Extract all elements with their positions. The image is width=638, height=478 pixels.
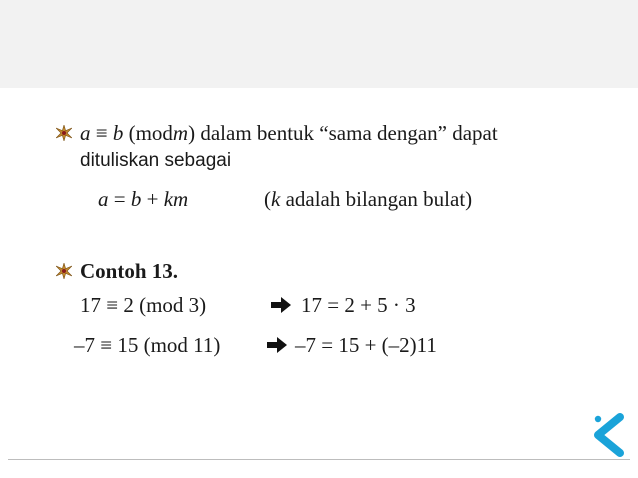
formula-note: [264, 186, 472, 212]
var-a: a: [80, 121, 91, 145]
example-1-lhs: 17 ≡ 2 (mod 3): [80, 293, 207, 317]
formula-eq: =: [113, 187, 126, 211]
mod-close: ): [188, 121, 196, 145]
footer-divider: [8, 459, 630, 460]
var-m: m: [172, 121, 189, 145]
note-rest: adalah bilangan bulat): [285, 187, 473, 211]
note-k: k: [271, 187, 281, 211]
formula-plus: +: [146, 187, 159, 211]
header-band: [0, 0, 638, 88]
right-arrow-icon: [270, 296, 292, 314]
mod-open: (mod: [128, 121, 173, 145]
example-2-rhs: –7 = 15 + (–2)11: [295, 333, 437, 357]
example-2-lhs: –7 ≡ 15 (mod 11): [74, 333, 221, 357]
example-title: Contoh 13.: [80, 259, 179, 283]
formula-a: a: [98, 187, 109, 211]
bullet-1-line-1: [80, 120, 498, 146]
formula-line: [98, 186, 188, 212]
star-bullet-icon: [56, 125, 72, 141]
chevron-logo-icon: [590, 413, 626, 457]
right-arrow-icon: [266, 336, 288, 354]
formula-b: b: [130, 187, 142, 211]
equiv-symbol: ≡: [95, 121, 108, 145]
var-b: b: [112, 121, 124, 145]
star-bullet-icon: [56, 263, 72, 279]
formula-km: km: [163, 187, 189, 211]
note-open: (: [264, 187, 271, 211]
example-1-rhs: 17 = 2 + 5 · 3: [301, 293, 416, 317]
bullet-1-rest-text: dalam bentuk “sama dengan” dapat: [200, 121, 498, 145]
bullet-1-line-2: dituliskan sebagai: [80, 150, 232, 171]
